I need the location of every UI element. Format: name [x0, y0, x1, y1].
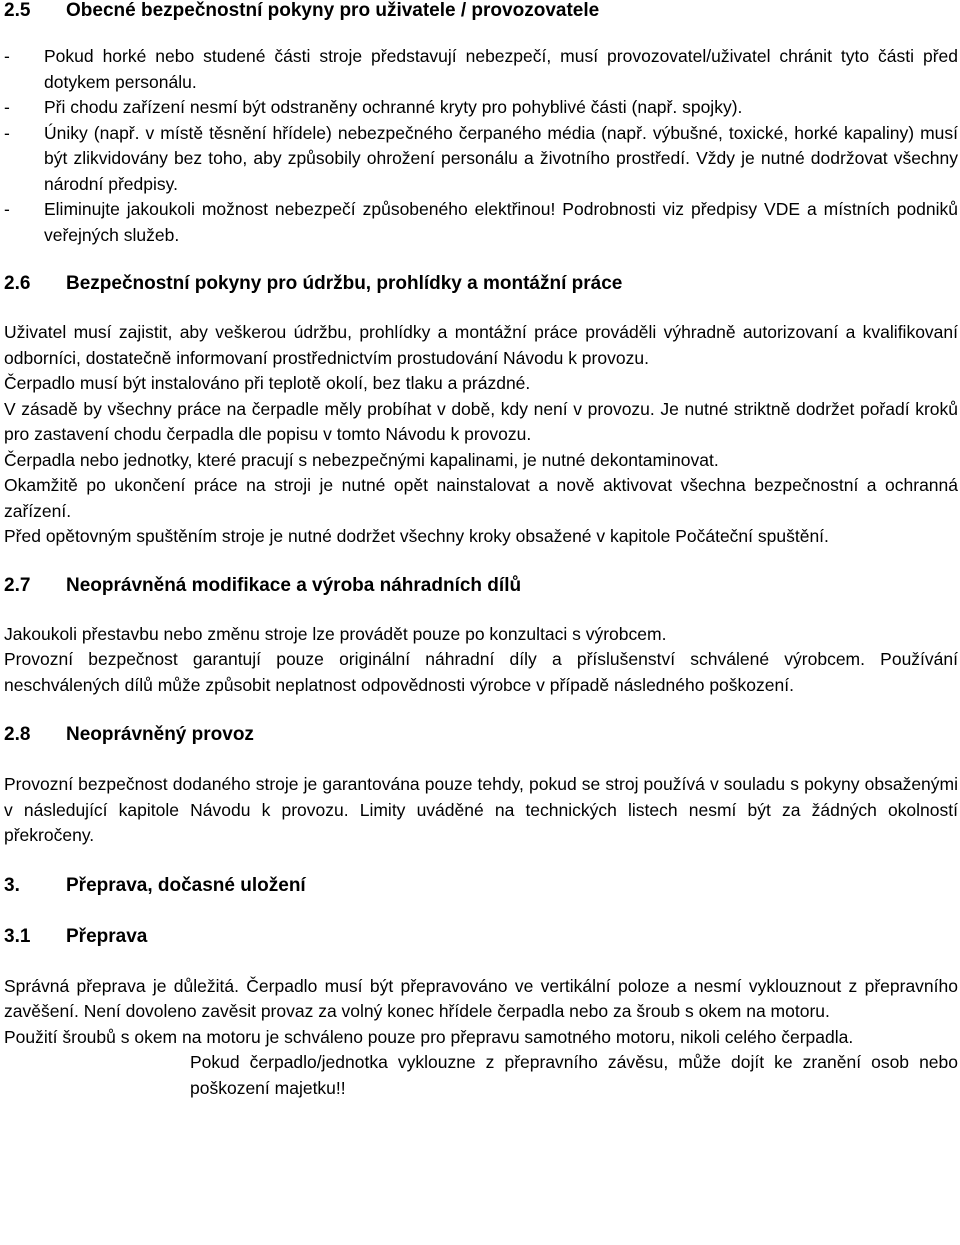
- bullet-item: [4, 197, 958, 248]
- paragraph: Správná přeprava je důležitá. Čerpadlo musí být přepravováno ve vertikální poloze a nesmí vyklouznout z přepravního zavěšení. Není dovoleno zavěsit provaz za volný konec hřídele čerpadla nebo za šroub s okem na motoru.: [4, 975, 958, 1021]
- paragraph: Čerpadlo musí být instalováno při teplotě okolí, bez tlaku a prázdné.: [4, 373, 531, 393]
- paragraph: Provozní bezpečnost dodaného stroje je garantována pouze tehdy, pokud se stroj používá v souladu s pokyny obsaženými v následující kapitole Návodu k provozu. Limity uváděné na technických listech nesmí být za žádných okolností překročeny.: [4, 774, 958, 845]
- bullet-item: [4, 95, 958, 121]
- section-number: 2.7: [4, 574, 31, 596]
- bullet-dash: -: [4, 97, 10, 117]
- section-title: Přeprava: [66, 925, 148, 947]
- bullet-item: [4, 121, 958, 198]
- bullet-dash: -: [4, 199, 10, 219]
- document-page: [4, 0, 958, 1101]
- section-number: 2.5: [4, 0, 31, 21]
- bullet-dash: -: [4, 122, 10, 143]
- section-2-7-heading: [4, 575, 958, 597]
- section-3-1-heading: [4, 926, 958, 948]
- warning-note: Pokud čerpadlo/jednotka vyklouzne z přepravního závěsu, může dojít ke zranění osob nebo poškození majetku!!: [190, 1052, 958, 1098]
- paragraph: Jakoukoli přestavbu nebo změnu stroje lze provádět pouze po konzultaci s výrobcem.: [4, 623, 667, 644]
- section-title: Bezpečnostní pokyny pro údržbu, prohlídky a montážní práce: [66, 273, 623, 294]
- paragraph: Čerpadla nebo jednotky, které pracují s nebezpečnými kapalinami, je nutné dekontaminovat.: [4, 449, 719, 470]
- section-number: 3.1: [4, 925, 31, 947]
- paragraph: Provozní bezpečnost garantují pouze originální náhradní díly a příslušenství schválené výrobcem. Používání neschválených dílů může způsobit neplatnost odpovědnosti výrobce v případě následného poškození.: [4, 649, 958, 695]
- section-title: Obecné bezpečnostní pokyny pro uživatele / provozovatele: [66, 0, 600, 21]
- paragraph: Před opětovným spuštěním stroje je nutné dodržet všechny kroky obsažené v kapitole Počáteční spuštění.: [4, 526, 829, 546]
- section-number: 3.: [4, 874, 20, 896]
- bullet-text: Eliminujte jakoukoli možnost nebezpečí způsobeného elektřinou! Podrobnosti viz předpisy VDE a místních podniků veřejných služeb.: [44, 199, 958, 245]
- paragraph: Okamžitě po ukončení práce na stroji je nutné opět nainstalovat a nově aktivovat všechna bezpečnostní a ochranná zařízení.: [4, 475, 958, 521]
- paragraph: Použití šroubů s okem na motoru je schváleno pouze pro přepravu samotného motoru, nikoli celého čerpadla.: [4, 1026, 854, 1047]
- section-2-5-heading: [4, 0, 958, 22]
- section-title: Přeprava, dočasné uložení: [66, 874, 306, 896]
- bullet-dash: -: [4, 46, 10, 66]
- section-number: 2.8: [4, 724, 31, 745]
- section-3-heading: [4, 875, 958, 897]
- section-2-8-heading: [4, 724, 958, 746]
- section-title: Neoprávněný provoz: [66, 724, 254, 745]
- section-title: Neoprávněná modifikace a výroba náhradních dílů: [66, 574, 522, 596]
- paragraph: V zásadě by všechny práce na čerpadle měly probíhat v době, kdy není v provozu. Je nutné striktně dodržet pořadí kroků pro zastavení chodu čerpadla dle popisu v tomto Návodu k provozu.: [4, 398, 958, 444]
- bullet-text: Úniky (např. v místě těsnění hřídele) nebezpečného čerpaného média (např. výbušné, toxické, horké kapaliny) musí být zlikvidovány bez toho, aby způsobily ohrožení personálu a životního prostředí. Vždy je nutné dodržovat všechny národní předpisy.: [44, 122, 958, 194]
- section-number: 2.6: [4, 273, 31, 294]
- bullet-item: [4, 44, 958, 95]
- bullet-text: Při chodu zařízení nesmí být odstraněny ochranné kryty pro pohyblivé části (např. spojky).: [44, 97, 743, 117]
- section-2-6-heading: [4, 273, 958, 295]
- paragraph: Uživatel musí zajistit, aby veškerou údržbu, prohlídky a montážní práce prováděli výhradně autorizovaní a kvalifikovaní odborníci, dostatečně informovaní prostřednictvím prostudování Návodu k provozu.: [4, 322, 958, 368]
- bullet-text: Pokud horké nebo studené části stroje představují nebezpečí, musí provozovatel/uživatel chránit tyto části před dotykem personálu.: [44, 46, 958, 92]
